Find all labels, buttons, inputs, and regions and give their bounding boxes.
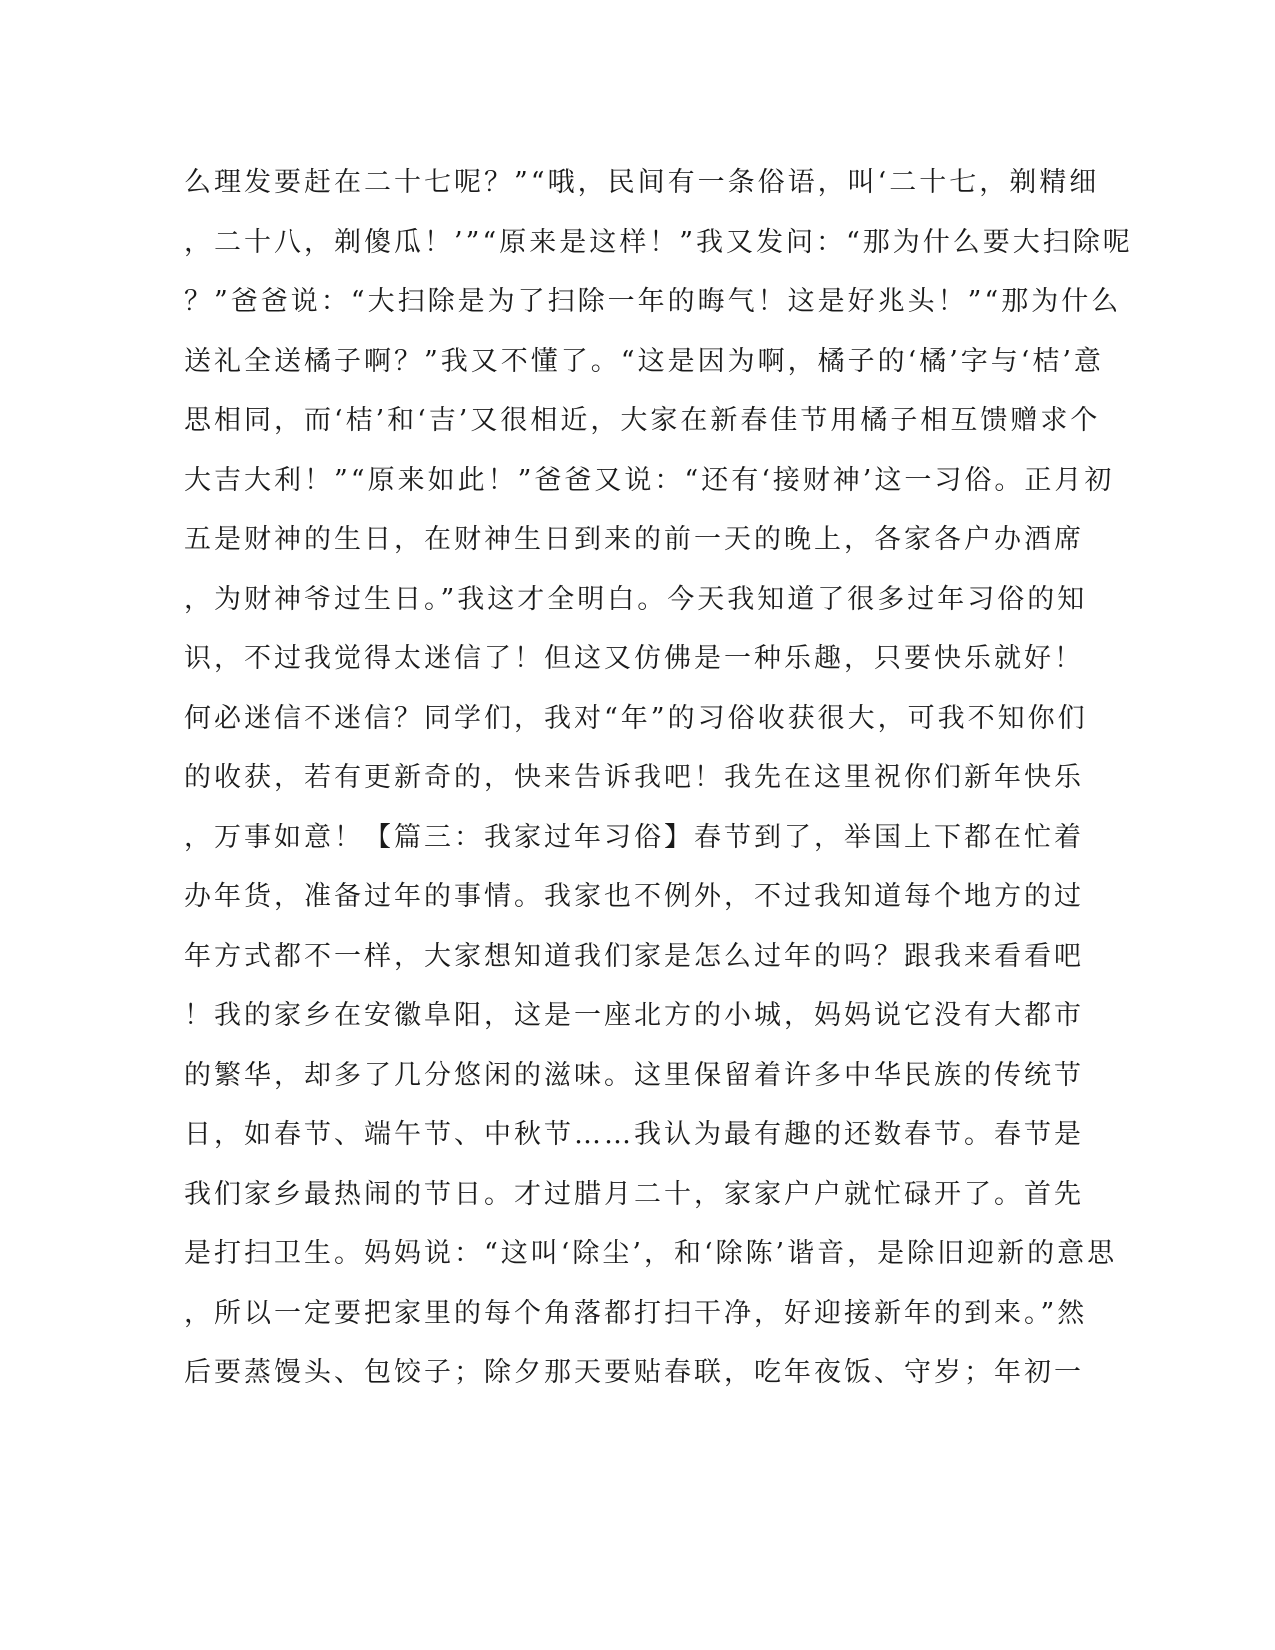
text-line: 日，如春节、端午节、中秋节……我认为最有趣的还数春节。春节是 <box>184 1119 1084 1150</box>
text-line: 办年货，准备过年的事情。我家也不例外，不过我知道每个地方的过 <box>184 881 1084 912</box>
text-line: 后要蒸馒头、包饺子；除夕那天要贴春联，吃年夜饭、守岁；年初一 <box>184 1357 1084 1388</box>
text-line: 识，不过我觉得太迷信了！但这又仿佛是一种乐趣，只要快乐就好！ <box>184 643 1084 674</box>
text-line: 年方式都不一样，大家想知道我们家是怎么过年的吗？跟我来看看吧 <box>184 940 1084 972</box>
body-text <box>184 163 1133 1413</box>
text-line: 的收获，若有更新奇的，快来告诉我吧！我先在这里祝你们新年快乐 <box>184 762 1084 793</box>
text-line: 大吉大利！”“原来如此！”爸爸又说：“还有‘接财神’这一习俗。正月初 <box>184 464 1115 496</box>
text-line: ，万事如意！【篇三：我家过年习俗】春节到了，举国上下都在忙着 <box>184 821 1084 853</box>
text-line: ，为财神爷过生日。”我这才全明白。今天我知道了很多过年习俗的知 <box>184 583 1088 615</box>
text-line: 么理发要赶在二十七呢？”“哦，民间有一条俗语，叫‘二十七，剃精细 <box>184 167 1100 198</box>
text-line: ？”爸爸说：“大扫除是为了扫除一年的晦气！这是好兆头！”“那为什么 <box>184 286 1122 317</box>
text-line: 的繁华，却多了几分悠闲的滋味。这里保留着许多中华民族的传统节 <box>184 1059 1084 1091</box>
text-line: 五是财神的生日，在财神生日到来的前一天的晚上，各家各户办酒席 <box>184 524 1084 555</box>
text-line: ，所以一定要把家里的每个角落都打扫干净，好迎接新年的到来。”然 <box>184 1297 1088 1329</box>
text-line: 我们家乡最热闹的节日。才过腊月二十，家家户户就忙碌开了。首先 <box>184 1178 1084 1210</box>
text-line: ！我的家乡在安徽阜阳，这是一座北方的小城，妈妈说它没有大都市 <box>184 1000 1084 1031</box>
text-line: ，二十八，剃傻瓜！’”“原来是这样！”我又发问：“那为什么要大扫除呢 <box>184 226 1133 258</box>
text-line: 是打扫卫生。妈妈说：“这叫‘除尘’，和‘除陈’谐音，是除旧迎新的意思 <box>184 1238 1118 1269</box>
text-line: 送礼全送橘子啊？”我又不懂了。“这是因为啊，橘子的‘橘’字与‘桔’意 <box>184 345 1104 377</box>
text-line: 思相同，而‘桔’和‘吉’又很相近，大家在新春佳节用橘子相互馈赠求个 <box>184 405 1101 436</box>
text-line: 何必迷信不迷信？同学们，我对“年”的习俗收获很大，可我不知你们 <box>184 702 1088 734</box>
